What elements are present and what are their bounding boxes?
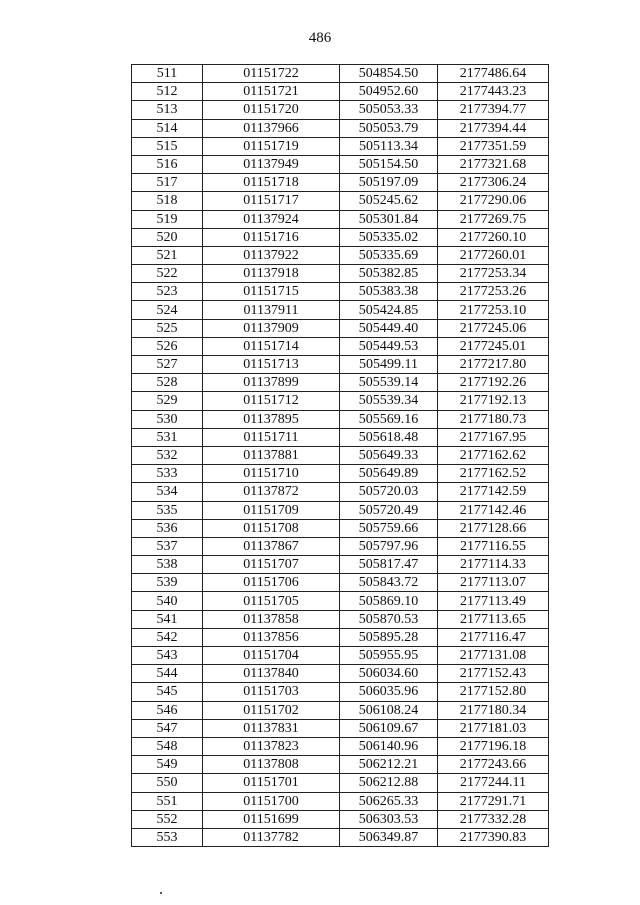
y-coordinate-cell: 2177162.52	[438, 465, 549, 483]
x-coordinate-cell: 506212.88	[340, 774, 438, 792]
table-row	[132, 792, 549, 810]
table-row	[132, 155, 549, 173]
row-number-cell: 529	[132, 392, 203, 410]
point-id-cell: 01137823	[203, 737, 340, 755]
point-id-cell: 01151703	[203, 683, 340, 701]
table-row	[132, 737, 549, 755]
x-coordinate-cell: 505382.85	[340, 265, 438, 283]
point-id-cell: 01151710	[203, 465, 340, 483]
y-coordinate-cell: 2177152.80	[438, 683, 549, 701]
row-number-cell: 514	[132, 119, 203, 137]
x-coordinate-cell: 505449.53	[340, 337, 438, 355]
point-id-cell: 01137966	[203, 119, 340, 137]
x-coordinate-cell: 505539.34	[340, 392, 438, 410]
coordinates-table	[131, 64, 549, 847]
table-row	[132, 283, 549, 301]
row-number-cell: 515	[132, 137, 203, 155]
table-row	[132, 119, 549, 137]
row-number-cell: 545	[132, 683, 203, 701]
y-coordinate-cell: 2177253.10	[438, 301, 549, 319]
row-number-cell: 532	[132, 446, 203, 464]
y-coordinate-cell: 2177253.26	[438, 283, 549, 301]
point-id-cell: 01151709	[203, 501, 340, 519]
table-row	[132, 810, 549, 828]
point-id-cell: 01137831	[203, 719, 340, 737]
table-row	[132, 592, 549, 610]
x-coordinate-cell: 506303.53	[340, 810, 438, 828]
x-coordinate-cell: 506140.96	[340, 737, 438, 755]
y-coordinate-cell: 2177181.03	[438, 719, 549, 737]
row-number-cell: 537	[132, 537, 203, 555]
row-number-cell: 516	[132, 155, 203, 173]
table-row	[132, 501, 549, 519]
point-id-cell: 01151721	[203, 83, 340, 101]
y-coordinate-cell: 2177291.71	[438, 792, 549, 810]
x-coordinate-cell: 505895.28	[340, 628, 438, 646]
row-number-cell: 531	[132, 428, 203, 446]
row-number-cell: 519	[132, 210, 203, 228]
point-id-cell: 01151708	[203, 519, 340, 537]
x-coordinate-cell: 506212.21	[340, 756, 438, 774]
row-number-cell: 550	[132, 774, 203, 792]
x-coordinate-cell: 506108.24	[340, 701, 438, 719]
point-id-cell: 01137840	[203, 665, 340, 683]
row-number-cell: 536	[132, 519, 203, 537]
x-coordinate-cell: 506109.67	[340, 719, 438, 737]
y-coordinate-cell: 2177245.06	[438, 319, 549, 337]
table-row	[132, 828, 549, 846]
table-row	[132, 228, 549, 246]
y-coordinate-cell: 2177332.28	[438, 810, 549, 828]
x-coordinate-cell: 506034.60	[340, 665, 438, 683]
table-row	[132, 137, 549, 155]
table-row	[132, 756, 549, 774]
point-id-cell: 01151706	[203, 574, 340, 592]
x-coordinate-cell: 504952.60	[340, 83, 438, 101]
table-row	[132, 410, 549, 428]
row-number-cell: 546	[132, 701, 203, 719]
point-id-cell: 01137895	[203, 410, 340, 428]
point-id-cell: 01151707	[203, 556, 340, 574]
y-coordinate-cell: 2177306.24	[438, 174, 549, 192]
table-row	[132, 483, 549, 501]
row-number-cell: 548	[132, 737, 203, 755]
point-id-cell: 01137899	[203, 374, 340, 392]
table-row	[132, 265, 549, 283]
row-number-cell: 540	[132, 592, 203, 610]
point-id-cell: 01151701	[203, 774, 340, 792]
row-number-cell: 527	[132, 356, 203, 374]
y-coordinate-cell: 2177192.13	[438, 392, 549, 410]
y-coordinate-cell: 2177260.01	[438, 246, 549, 264]
x-coordinate-cell: 505301.84	[340, 210, 438, 228]
x-coordinate-cell: 505569.16	[340, 410, 438, 428]
point-id-cell: 01151702	[203, 701, 340, 719]
point-id-cell: 01137856	[203, 628, 340, 646]
x-coordinate-cell: 505649.33	[340, 446, 438, 464]
x-coordinate-cell: 505817.47	[340, 556, 438, 574]
point-id-cell: 01151716	[203, 228, 340, 246]
point-id-cell: 01151717	[203, 192, 340, 210]
table-row	[132, 774, 549, 792]
x-coordinate-cell: 505197.09	[340, 174, 438, 192]
table-row	[132, 174, 549, 192]
row-number-cell: 547	[132, 719, 203, 737]
row-number-cell: 539	[132, 574, 203, 592]
y-coordinate-cell: 2177260.10	[438, 228, 549, 246]
y-coordinate-cell: 2177116.47	[438, 628, 549, 646]
row-number-cell: 551	[132, 792, 203, 810]
point-id-cell: 01151700	[203, 792, 340, 810]
point-id-cell: 01151714	[203, 337, 340, 355]
y-coordinate-cell: 2177167.95	[438, 428, 549, 446]
y-coordinate-cell: 2177394.44	[438, 119, 549, 137]
y-coordinate-cell: 2177113.07	[438, 574, 549, 592]
table-row	[132, 574, 549, 592]
x-coordinate-cell: 505113.34	[340, 137, 438, 155]
row-number-cell: 526	[132, 337, 203, 355]
table-row	[132, 374, 549, 392]
y-coordinate-cell: 2177180.73	[438, 410, 549, 428]
x-coordinate-cell: 505649.89	[340, 465, 438, 483]
y-coordinate-cell: 2177321.68	[438, 155, 549, 173]
row-number-cell: 512	[132, 83, 203, 101]
row-number-cell: 530	[132, 410, 203, 428]
point-id-cell: 01137808	[203, 756, 340, 774]
y-coordinate-cell: 2177131.08	[438, 647, 549, 665]
row-number-cell: 522	[132, 265, 203, 283]
point-id-cell: 01151712	[203, 392, 340, 410]
point-id-cell: 01151715	[203, 283, 340, 301]
y-coordinate-cell: 2177192.26	[438, 374, 549, 392]
point-id-cell: 01137909	[203, 319, 340, 337]
y-coordinate-cell: 2177394.77	[438, 101, 549, 119]
point-id-cell: 01137867	[203, 537, 340, 555]
y-coordinate-cell: 2177114.33	[438, 556, 549, 574]
y-coordinate-cell: 2177244.11	[438, 774, 549, 792]
table-row	[132, 319, 549, 337]
point-id-cell: 01151711	[203, 428, 340, 446]
x-coordinate-cell: 505053.33	[340, 101, 438, 119]
point-id-cell: 01137858	[203, 610, 340, 628]
point-id-cell: 01151713	[203, 356, 340, 374]
row-number-cell: 533	[132, 465, 203, 483]
row-number-cell: 544	[132, 665, 203, 683]
scan-speck	[160, 892, 162, 894]
x-coordinate-cell: 505154.50	[340, 155, 438, 173]
point-id-cell: 01151722	[203, 65, 340, 83]
y-coordinate-cell: 2177217.80	[438, 356, 549, 374]
x-coordinate-cell: 505869.10	[340, 592, 438, 610]
table-row	[132, 556, 549, 574]
row-number-cell: 553	[132, 828, 203, 846]
table-row	[132, 446, 549, 464]
y-coordinate-cell: 2177142.59	[438, 483, 549, 501]
x-coordinate-cell: 505720.03	[340, 483, 438, 501]
x-coordinate-cell: 505797.96	[340, 537, 438, 555]
table-row	[132, 101, 549, 119]
y-coordinate-cell: 2177245.01	[438, 337, 549, 355]
table-row	[132, 246, 549, 264]
x-coordinate-cell: 505335.02	[340, 228, 438, 246]
row-number-cell: 535	[132, 501, 203, 519]
y-coordinate-cell: 2177128.66	[438, 519, 549, 537]
y-coordinate-cell: 2177162.62	[438, 446, 549, 464]
row-number-cell: 542	[132, 628, 203, 646]
table-row	[132, 356, 549, 374]
point-id-cell: 01151720	[203, 101, 340, 119]
row-number-cell: 528	[132, 374, 203, 392]
y-coordinate-cell: 2177180.34	[438, 701, 549, 719]
row-number-cell: 525	[132, 319, 203, 337]
table-row	[132, 428, 549, 446]
row-number-cell: 523	[132, 283, 203, 301]
y-coordinate-cell: 2177269.75	[438, 210, 549, 228]
row-number-cell: 534	[132, 483, 203, 501]
table-row	[132, 701, 549, 719]
x-coordinate-cell: 504854.50	[340, 65, 438, 83]
x-coordinate-cell: 506265.33	[340, 792, 438, 810]
table-row	[132, 665, 549, 683]
x-coordinate-cell: 505424.85	[340, 301, 438, 319]
point-id-cell: 01151718	[203, 174, 340, 192]
table-row	[132, 192, 549, 210]
point-id-cell: 01151719	[203, 137, 340, 155]
x-coordinate-cell: 505245.62	[340, 192, 438, 210]
y-coordinate-cell: 2177113.49	[438, 592, 549, 610]
x-coordinate-cell: 505720.49	[340, 501, 438, 519]
row-number-cell: 517	[132, 174, 203, 192]
x-coordinate-cell: 505053.79	[340, 119, 438, 137]
y-coordinate-cell: 2177486.64	[438, 65, 549, 83]
y-coordinate-cell: 2177390.83	[438, 828, 549, 846]
y-coordinate-cell: 2177351.59	[438, 137, 549, 155]
x-coordinate-cell: 506349.87	[340, 828, 438, 846]
point-id-cell: 01137782	[203, 828, 340, 846]
point-id-cell: 01151704	[203, 647, 340, 665]
row-number-cell: 541	[132, 610, 203, 628]
table-row	[132, 465, 549, 483]
point-id-cell: 01137918	[203, 265, 340, 283]
row-number-cell: 513	[132, 101, 203, 119]
y-coordinate-cell: 2177243.66	[438, 756, 549, 774]
row-number-cell: 524	[132, 301, 203, 319]
table-row	[132, 537, 549, 555]
row-number-cell: 511	[132, 65, 203, 83]
x-coordinate-cell: 505383.38	[340, 283, 438, 301]
y-coordinate-cell: 2177253.34	[438, 265, 549, 283]
x-coordinate-cell: 505499.11	[340, 356, 438, 374]
table-body	[132, 65, 549, 847]
point-id-cell: 01137911	[203, 301, 340, 319]
point-id-cell: 01151699	[203, 810, 340, 828]
row-number-cell: 518	[132, 192, 203, 210]
point-id-cell: 01151705	[203, 592, 340, 610]
point-id-cell: 01137922	[203, 246, 340, 264]
page-number: 486	[308, 30, 332, 46]
y-coordinate-cell: 2177113.65	[438, 610, 549, 628]
point-id-cell: 01137949	[203, 155, 340, 173]
x-coordinate-cell: 505843.72	[340, 574, 438, 592]
y-coordinate-cell: 2177196.18	[438, 737, 549, 755]
point-id-cell: 01137924	[203, 210, 340, 228]
x-coordinate-cell: 505870.53	[340, 610, 438, 628]
x-coordinate-cell: 505449.40	[340, 319, 438, 337]
table-row	[132, 210, 549, 228]
point-id-cell: 01137872	[203, 483, 340, 501]
table-row	[132, 83, 549, 101]
table-row	[132, 719, 549, 737]
y-coordinate-cell: 2177152.43	[438, 665, 549, 683]
y-coordinate-cell: 2177290.06	[438, 192, 549, 210]
table-row	[132, 610, 549, 628]
table-row	[132, 628, 549, 646]
x-coordinate-cell: 505539.14	[340, 374, 438, 392]
x-coordinate-cell: 505335.69	[340, 246, 438, 264]
row-number-cell: 552	[132, 810, 203, 828]
table-row	[132, 647, 549, 665]
y-coordinate-cell: 2177142.46	[438, 501, 549, 519]
table-row	[132, 65, 549, 83]
x-coordinate-cell: 505759.66	[340, 519, 438, 537]
y-coordinate-cell: 2177443.23	[438, 83, 549, 101]
table-row	[132, 683, 549, 701]
row-number-cell: 543	[132, 647, 203, 665]
table-row	[132, 301, 549, 319]
x-coordinate-cell: 505618.48	[340, 428, 438, 446]
table-row	[132, 337, 549, 355]
x-coordinate-cell: 506035.96	[340, 683, 438, 701]
y-coordinate-cell: 2177116.55	[438, 537, 549, 555]
row-number-cell: 521	[132, 246, 203, 264]
row-number-cell: 549	[132, 756, 203, 774]
x-coordinate-cell: 505955.95	[340, 647, 438, 665]
table-row	[132, 519, 549, 537]
row-number-cell: 520	[132, 228, 203, 246]
table-row	[132, 392, 549, 410]
point-id-cell: 01137881	[203, 446, 340, 464]
row-number-cell: 538	[132, 556, 203, 574]
